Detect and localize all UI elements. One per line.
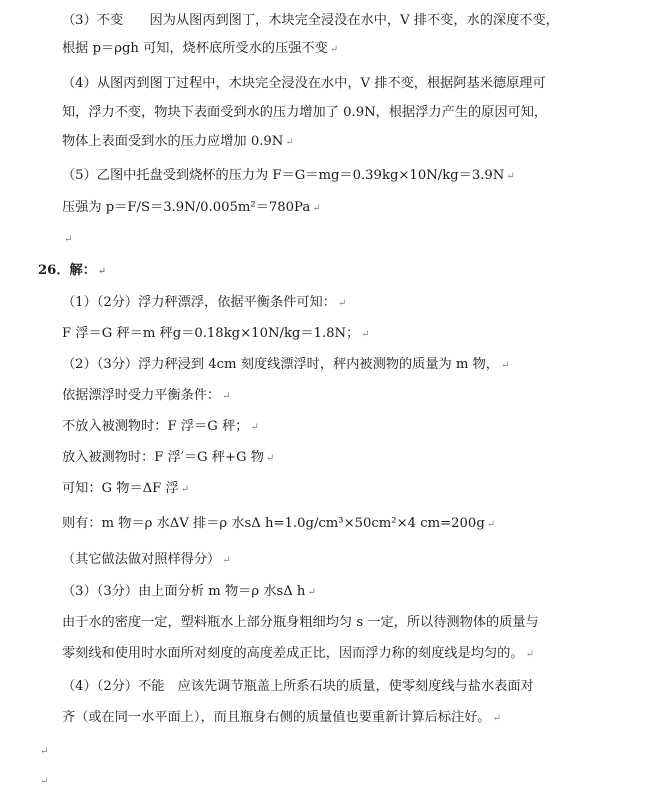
text-line: （1）（2分）浮力秤漂浮，依据平衡条件可知： ↵	[62, 295, 347, 310]
text-line: 依据漂浮时受力平衡条件： ↵	[62, 388, 231, 403]
text-line: 根据 p＝ρgh 可知，烧杯底所受水的压强不变 ↵	[62, 41, 339, 56]
text-line: （3）（3分）由上面分析 m 物＝ρ 水sΔ h ↵	[62, 584, 316, 599]
equation-line: 可知：G 物＝ΔF 浮 ↵	[62, 481, 190, 496]
text-line: 知，浮力不变，物块下表面受到水的压力增加了 0.9N，根据浮力产生的原因可知，	[62, 105, 548, 120]
blank-line: ↵	[40, 746, 49, 757]
text-line: 物体上表面受到水的压力应增加 0.9N ↵	[62, 134, 294, 149]
text-line: 由于水的密度一定，塑料瓶水上部分瓶身粗细均匀 s 一定，所以待测物体的质量与	[62, 615, 539, 630]
text-line: （4）从图丙到图丁过程中，木块完全浸没在水中，V 排不变，根据阿基米德原理可	[62, 76, 546, 91]
text-line: 零刻线和使用时水面所对刻度的高度差成正比，因而浮力称的刻度线是均匀的。 ↵	[62, 646, 534, 661]
question-heading: 26．解： ↵	[38, 263, 107, 278]
blank-line: ↵	[64, 234, 73, 245]
blank-line: ↵	[40, 776, 49, 787]
text-line: 齐（或在同一水平面上），而且瓶身右侧的质量值也要重新计算后标注好。 ↵	[62, 710, 501, 725]
text-line: （其它做法做对照样得分） ↵	[62, 552, 231, 567]
text-line: （5）乙图中托盘受到烧杯的压力为 F＝G＝mg＝0.39kg×10N/kg＝3.9N ↵	[62, 168, 515, 183]
text-line: （2）（3分）浮力秤浸到 4cm 刻度线漂浮时，秤内被测物的质量为 m 物， ↵	[62, 357, 510, 372]
text-line: （3）不变 因为从图丙到图丁，木块完全浸没在水中，V 排不变，水的深度不变，	[62, 13, 559, 28]
equation-line: 则有：m 物＝ρ 水ΔV 排＝ρ 水sΔ h=1.0g/cm³×50cm²×4 cm=200g ↵	[62, 516, 496, 531]
equation-line: 不放入被测物时：F 浮＝G 秤； ↵	[62, 419, 259, 434]
text-line: 压强为 p＝F/S＝3.9N/0.005m²＝780Pa ↵	[62, 200, 321, 215]
text-line: （4）（2分）不能 应该先调节瓶盖上所系石块的质量，使零刻度线与盐水表面对	[62, 679, 534, 694]
equation-line: 放入被测物时：F 浮′＝G 秤+G 物 ↵	[62, 450, 275, 465]
equation-line: F 浮＝G 秤＝m 秤g＝0.18kg×10N/kg＝1.8N； ↵	[62, 326, 370, 341]
